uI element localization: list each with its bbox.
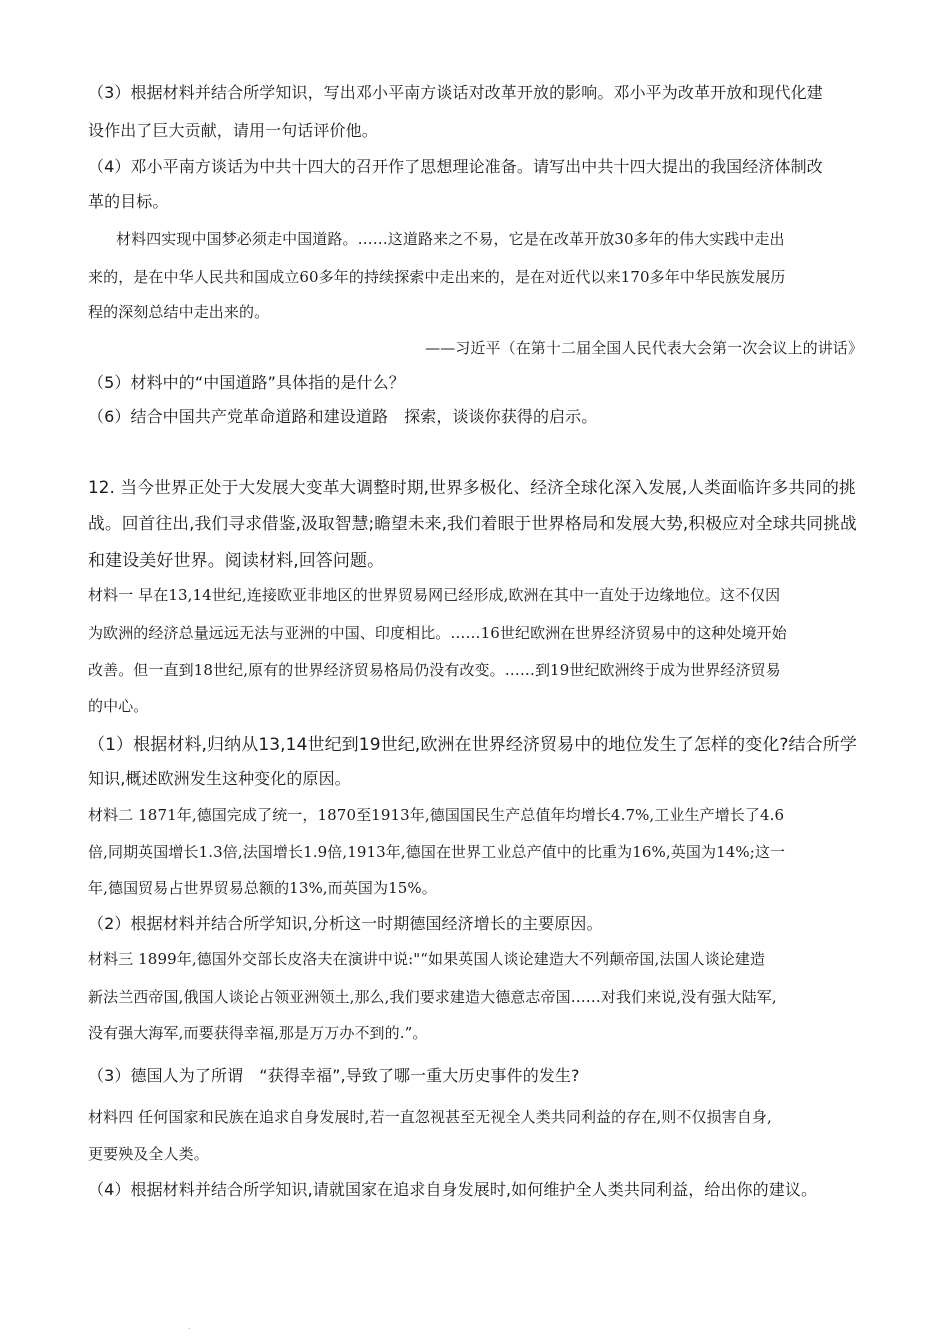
sub-question-1-line-1: （1）根据材料,归纳从13,14世纪到19世纪,欧洲在世界经济贸易中的地位发生了怎样的变化?结合所学 <box>88 735 857 755</box>
material-3-line-3: 没有强大海军,而要获得幸福,那是万万办不到的.”。 <box>88 1024 428 1042</box>
material-4-line-1: 材料四实现中国梦必须走中国道路。……这道路来之不易，它是在改革开放30多年的伟大实践中走出 <box>116 230 785 248</box>
material-4b-line-1: 材料四 任何国家和民族在追求自身发展时,若一直忽视甚至无视全人类共同利益的存在,则不仅损害自身, <box>88 1108 772 1126</box>
question-12-intro-line-1: 12. 当今世界正处于大发展大变革大调整时期,世界多极化、经济全球化深入发展,人类面临许多共同的挑 <box>88 477 856 497</box>
sub-question-4: （4）根据材料并结合所学知识,请就国家在追求自身发展时,如何维护全人类共同利益，给出你的建议。 <box>88 1180 818 1199</box>
footer-dot: . <box>188 1322 191 1331</box>
material-1-line-4: 的中心。 <box>88 697 149 715</box>
material-1-line-1: 材料一 早在13,14世纪,连接欧亚非地区的世界贸易网已经形成,欧洲在其中一直处于边缘地位。这不仅因 <box>88 586 781 604</box>
material-2-line-2: 倍,同期英国增长1.3倍,法国增长1.9倍,1913年,德国在世界工业总产值中的比重为16%,英国为14%;这一 <box>88 843 786 861</box>
question-12-intro-line-2: 战。回首往出,我们寻求借鉴,汲取智慧;瞻望未来,我们着眼于世界格局和发展大势,积极应对全球共同挑战 <box>88 513 857 533</box>
question-5: （5）材料中的“中国道路”具体指的是什么？ <box>88 373 405 392</box>
material-4-source: ——习近平（在第十二届全国人民代表大会第一次会议上的讲话》 <box>425 339 863 357</box>
sub-question-1-line-2: 知识,概述欧洲发生这种变化的原因。 <box>88 769 351 788</box>
question-12-intro-line-3: 和建设美好世界。阅读材料,回答问题。 <box>88 551 385 571</box>
question-4-line-2: 革的目标。 <box>88 192 169 211</box>
question-6: （6）结合中国共产党革命道路和建设道路 探索，谈谈你获得的启示。 <box>88 407 598 426</box>
material-1-line-2: 为欧洲的经济总量远远无法与亚洲的中国、印度相比。……16世纪欧洲在世界经济贸易中的这种处境开始 <box>88 624 787 642</box>
material-4-line-3: 程的深刻总结中走出来的。 <box>88 303 270 321</box>
material-2-line-3: 年,德国贸易占世界贸易总额的13%,而英国为15%。 <box>88 879 437 897</box>
material-4b-line-2: 更要殃及全人类。 <box>88 1145 209 1163</box>
material-3-line-2: 新法兰西帝国,俄国人谈论占领亚洲领土,那么,我们要求建造大德意志帝国……对我们来说,没有强大陆军, <box>88 988 777 1006</box>
sub-question-2: （2）根据材料并结合所学知识,分析这一时期德国经济增长的主要原因。 <box>88 914 603 933</box>
material-4-line-2: 来的，是在中华人民共和国成立60多年的持续探索中走出来的，是在对近代以来170多年中华民族发展历 <box>88 268 786 286</box>
question-4-line-1: （4）邓小平南方谈话为中共十四大的召开作了思想理论准备。请写出中共十四大提出的我国经济体制改 <box>88 157 823 176</box>
material-3-line-1: 材料三 1899年,德国外交部长皮洛夫在演讲中说:"“如果英国人谈论建造大不列颠帝国,法国人谈论建造 <box>88 950 766 968</box>
material-1-line-3: 改善。但一直到18世纪,原有的世界经济贸易格局仍没有改变。……到19世纪欧洲终于成为世界经济贸易 <box>88 661 781 679</box>
material-2-line-1: 材料二 1871年,德国完成了统一，1870至1913年,德国国民生产总值年均增长4.7%,工业生产增长了4.6 <box>88 806 785 824</box>
question-3-line-1: （3）根据材料并结合所学知识，写出邓小平南方谈话对改革开放的影响。邓小平为改革开放和现代化建 <box>88 83 823 102</box>
sub-question-3: （3）德国人为了所谓 “获得幸福”,导致了哪一重大历史事件的发生? <box>88 1066 580 1085</box>
question-3-line-2: 设作出了巨大贡献，请用一句话评价他。 <box>88 121 378 140</box>
